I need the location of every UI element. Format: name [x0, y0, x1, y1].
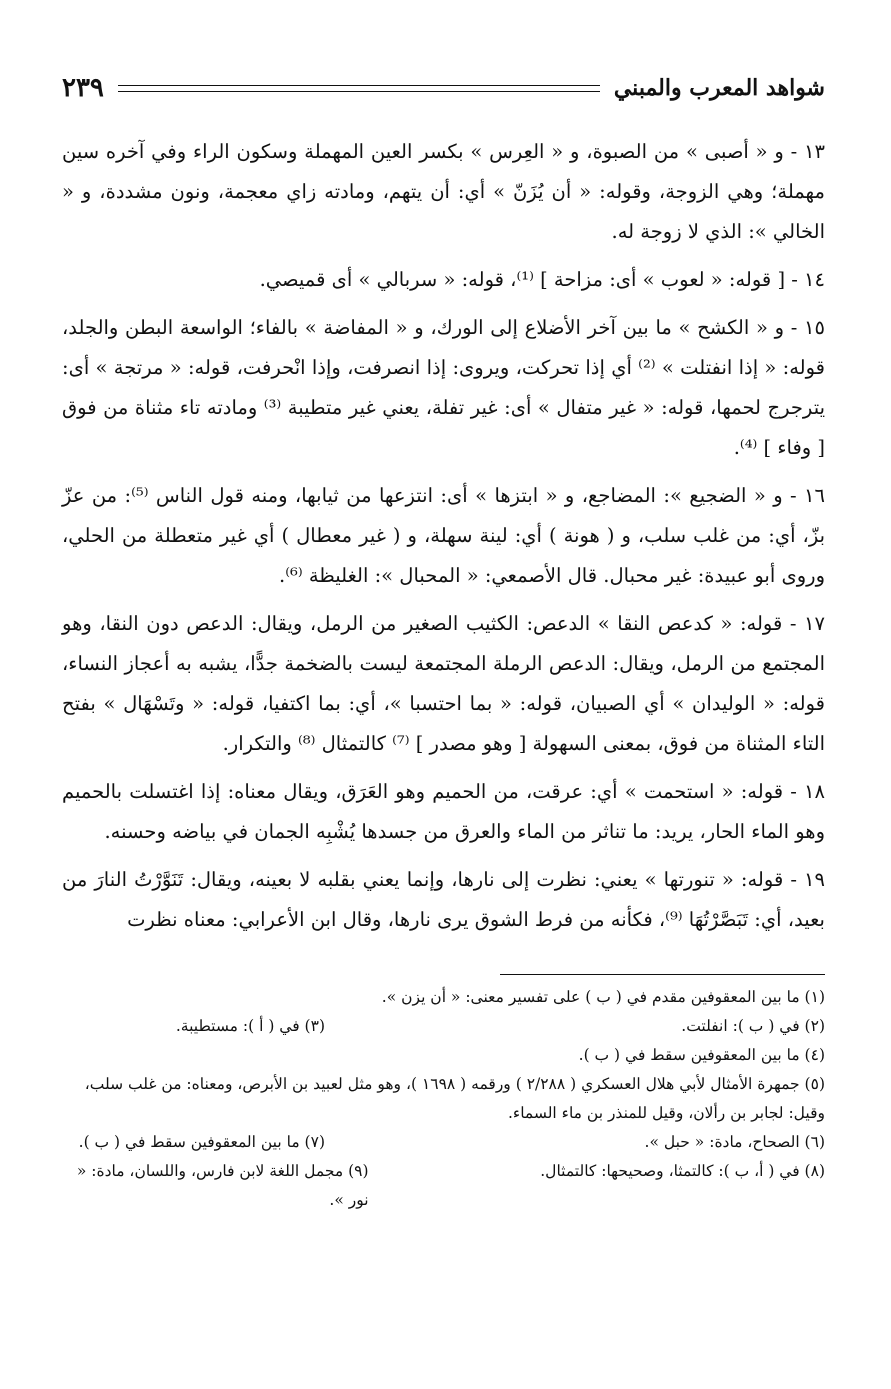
footnote-2: (٢) في ( ب ): انفلتت.	[681, 1017, 825, 1035]
footnote-3: (٣) في ( أ ): مستطيبة.	[175, 1017, 325, 1035]
paragraph-18: ١٨ - قوله: « استحمت » أي: عرقت، من الحميم وهو العَرَق، ويقال معناه: إذا اغتسلت بالحميم وهو الماء الحار، يريد: ما تناثر من الماء والعرق من جسدها يُشْبِه الجمان في بياضه وحسنه.	[62, 780, 825, 843]
paragraph-16: ١٦ - و « الضجيع »: المضاجع، و « ابتزها » أى: انتزعها من ثيابها، ومنه قول الناس ⁽⁵⁾: من عزّ بزّ، أي: من غلب سلب، و ( هونة ) أي: لينة سهلة، و ( غير معطال ) أي غير متعطلة من الحلي، وروى أبو عبيدة: غير محبال. قال الأصمعي: « المحبال »: الغليظة ⁽⁶⁾.	[62, 484, 826, 587]
footnote-4: (٤) ما بين المعقوفين سقط في ( ب ).	[578, 1046, 825, 1064]
footnote-row	[62, 1128, 825, 1157]
footnote-9: (٩) مجمل اللغة لابن فارس، واللسان، مادة: « نور ».	[76, 1162, 369, 1209]
running-head	[62, 66, 825, 110]
page-number: ٢٣٩	[62, 73, 104, 103]
header-double-rule	[118, 85, 600, 92]
footnote-1: (١) ما بين المعقوفين مقدم في ( ب ) على تفسير معنى: « أن يزن ».	[381, 988, 825, 1006]
paragraph-19: ١٩ - قوله: « تنورتها » يعني: نظرت إلى نارها، وإنما يعني بقلبه لا بعينه، ويقال: تَنَوَّرْتُ النارَ من بعيد، أي: تَبَصَّرْتُهَا ⁽⁹⁾، فكأنه من فرط الشوق يرى نارها، وقال ابن الأعرابي: معناه نظرت	[62, 868, 825, 931]
paragraph-15: ١٥ - و « الكشح » ما بين آخر الأضلاع إلى الورك، و « المفاضة » بالفاء؛ الواسعة البطن والجلد، قوله: « إذا انفتلت » ⁽²⁾ أي إذا تحركت، ويروى: إذا انصرفت، وإذا انْحرفت، قوله: « مرتجة » أى: يترجرج لحمها، قوله: « غير متفال » أى: غير تفلة، يعني غير متطيبة ⁽³⁾ ومادته تاء مثناة من فوق [ وفاء ] ⁽⁴⁾.	[62, 316, 825, 459]
footnotes	[62, 983, 825, 1215]
footnote-6: (٦) الصحاح، مادة: « حبل ».	[644, 1133, 825, 1151]
footnote-separator	[500, 974, 825, 975]
footnote-7: (٧) ما بين المعقوفين سقط في ( ب ).	[78, 1133, 325, 1151]
footnote-8: (٨) في ( أ، ب ): كالتمثا، وصحيحها: كالتمثال.	[540, 1162, 825, 1180]
paragraph-17: ١٧ - قوله: « كدعص النقا » الدعص: الكثيب الصغير من الرمل، ويقال: الدعص دون النقا، وهو المجتمع من الرمل، ويقال: الدعص الرملة المجتمعة ليست بالضخمة جدًّا، يشبه به أعجاز النساء، قوله: « الوليدان » أي الصبيان، قوله: « بما احتسبا »، أي: بما اكتفيا، قوله: « وتَسْهَال » بفتح التاء المثناة من فوق، بمعنى السهولة [ وهو مصدر ] ⁽⁷⁾ كالتمثال ⁽⁸⁾ والتكرار.	[62, 612, 825, 755]
body-text	[62, 132, 825, 940]
footnote-row	[62, 1157, 825, 1215]
running-title: شواهد المعرب والمبني	[613, 75, 825, 101]
footnote-row	[62, 1012, 825, 1041]
paragraph-13: ١٣ - و « أصبى » من الصبوة، و « العِرس » بكسر العين المهملة وسكون الراء وفي آخره سين مهملة؛ وهي الزوجة، وقوله: « أن يُزَنّ » أي: أن يتهم، ومادته زاي معجمة، ونون مشددة، و « الخالي »: الذي لا زوجة له.	[62, 140, 825, 243]
footnote-5: (٥) جمهرة الأمثال لأبي هلال العسكري ( ٢/٢٨٨ ) ورقمه ( ١٦٩٨ )، وهو مثل لعبيد بن الأبرص، ومعناه: من غلب سلب، وقيل: لجابر بن رألان، وقيل للمنذر بن ماء السماء.	[84, 1075, 825, 1122]
paragraph-14: ١٤ - [ قوله: « لعوب » أى: مزاحة ] ⁽¹⁾، قوله: « سربالي » أى قميصي.	[259, 268, 825, 291]
